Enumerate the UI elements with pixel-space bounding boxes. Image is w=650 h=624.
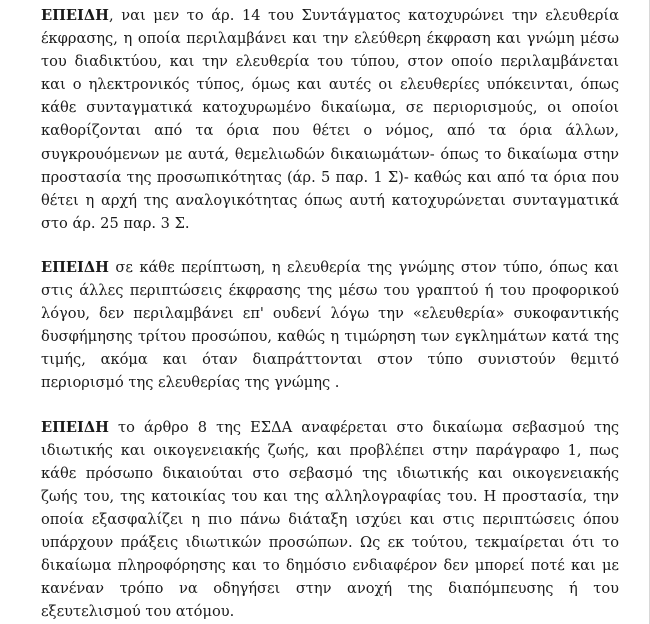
paragraph-2: [41, 256, 619, 395]
paragraph-lead: ΕΠΕΙΔΗ: [41, 7, 109, 24]
document-body: [41, 4, 619, 623]
paragraph-text: , ναι μεν το άρ. 14 του Συντάγματος κατοχυρώνει την ελευθερία έκφρασης, η οποία περιλαμβάνει και την ελεύθερη έκφραση και γνώμη μέσω του διαδικτύου, και την ελευθερία του τύπου, στον οποίο περιλαμβάνεται και ο ηλεκτρονικός τύπος, όμως και αυτές οι ελευθερίες υπόκεινται, όπως κάθε συνταγματικά κατοχυρωμένο δικαίωμα, σε περιορισμούς, οι οποίοι καθορίζονται από τα όρια που θέτει ο νόμος, από τα όρια άλλων, συγκρουόμενων με αυτά, θεμελιωδών δικαιωμάτων- όπως το δικαίωμα στην προστασία της προσωπικότητας (άρ. 5 παρ. 1 Σ)- καθώς και από τα όρια που θέτει η αρχή της αναλογικότητας όπως αυτή κατοχυρώνεται συνταγματικά στο άρ. 25 παρ. 3 Σ.: [41, 7, 619, 232]
paragraph-lead: ΕΠΕΙΔΗ: [41, 258, 109, 276]
paragraph-3: [41, 416, 619, 624]
paragraph-text: το άρθρο 8 της ΕΣΔΑ αναφέρεται στο δικαίωμα σεβασμού της ιδιωτικής και οικογενειακής ζωής, και προβλέπει στην παράγραφο 1, πως κάθε πρόσωπο δικαιούται στο σεβασμό της ιδιωτικής και οικογενειακής ζωής του, της κατοικίας του και της αλληλογραφίας του. Η προστασία, την οποία εξασφαλίζει η πιο πάνω διάταξη ισχύει και στις περιπτώσεις όπου υπάρχουν πράξεις ιδιωτικών προσώπων. Ως εκ τούτου, τεκμαίρεται ότι το δικαίωμα πληροφόρησης και το δημόσιο ενδιαφέρον δεν μπορεί ποτέ και με κανέναν τρόπο να οδηγήσει στην ανοχή της διαπόμπευσης ή του εξευτελισμού του ατόμου.: [41, 418, 619, 621]
paragraph-text: σε κάθε περίπτωση, η ελευθερία της γνώμης στον τύπο, όπως και στις άλλες περιπτώσεις έκφρασης της μέσω του γραπτού ή του προφορικού λόγου, δεν περιλαμβάνει επ' ουδενί λόγω την «ελευθερία» συκοφαντικής δυσφήμησης τρίτου προσώπου, καθώς η τιμώρηση των εγκλημάτων κατά της τιμής, ακόμα και όταν διαπράττονται στον τύπο συνιστούν θεμιτό περιορισμό της ελευθερίας της γνώμης .: [41, 258, 619, 392]
paragraph-1: [41, 4, 619, 235]
paragraph-lead: ΕΠΕΙΔΗ: [41, 418, 109, 436]
